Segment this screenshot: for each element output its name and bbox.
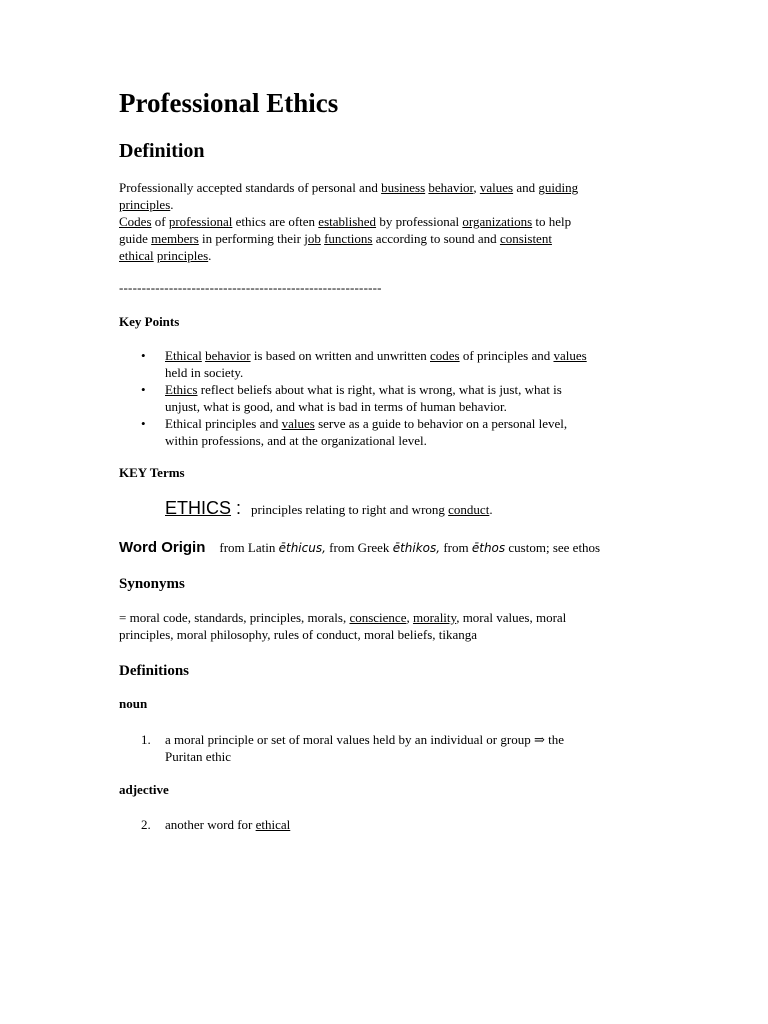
key-terms-heading: KEY Terms (119, 465, 185, 480)
link-consistent[interactable]: consistent (499, 231, 552, 246)
bullet-icon: • (141, 416, 146, 431)
divider-line: ---------------------------------------------------------- (119, 280, 382, 295)
link-members[interactable]: members (151, 231, 199, 246)
link-ethical[interactable]: ethical (119, 248, 154, 263)
definitions-heading: Definitions (119, 663, 190, 679)
link-values-kp[interactable]: values (553, 348, 587, 363)
noun-label: noun (119, 696, 148, 711)
link-business[interactable]: business (381, 180, 426, 195)
link-conduct[interactable]: conduct (448, 502, 490, 517)
key-term-word: ETHICS : (165, 498, 242, 518)
link-principles[interactable]: principles (119, 197, 171, 212)
bullet-icon: • (141, 382, 146, 397)
list-item: 1. a moral principle or set of moral values held by an individual or group ⇒ the Puritan ethic (141, 732, 564, 764)
key-points-list (119, 347, 679, 449)
word-origin-heading: Word Origin (119, 539, 206, 556)
key-term-row (165, 498, 493, 519)
item-number: 2. (141, 817, 151, 832)
synonyms-heading: Synonyms (119, 576, 185, 592)
link-professional[interactable]: professional (168, 214, 233, 229)
link-ethical-kp[interactable]: Ethical (165, 348, 202, 363)
link-codes[interactable]: Codes (119, 214, 152, 229)
link-organizations[interactable]: organizations (462, 214, 533, 229)
link-principles-2[interactable]: principles (156, 248, 209, 263)
definition-heading: Definition (119, 140, 205, 162)
link-values-kp-2[interactable]: values (281, 416, 315, 431)
list-item: • Ethical behavior is based on written and unwritten codes of principles and values held in society. (141, 348, 587, 380)
link-ethics-kp[interactable]: Ethics (165, 382, 198, 397)
bullet-icon: • (141, 348, 146, 363)
adjective-label: adjective (119, 782, 169, 797)
list-item: • Ethical principles and values serve as a guide to behavior on a personal level, within professions, and at the organizational level. (141, 416, 568, 448)
item-number: 1. (141, 732, 151, 747)
link-behavior-kp[interactable]: behavior (205, 348, 251, 363)
link-codes-kp[interactable]: codes (430, 348, 460, 363)
word-origin-row (119, 539, 600, 557)
list-item: • Ethics reflect beliefs about what is right, what is wrong, what is just, what is unjust, what is good, and what is bad in terms of human behavior. (141, 382, 562, 414)
synonyms-paragraph: = moral code, standards, principles, morals, conscience, morality, moral values, moral principles, moral philosophy, rules of conduct, moral beliefs, tikanga (119, 610, 567, 642)
link-established[interactable]: established (318, 214, 377, 229)
link-conscience[interactable]: conscience (349, 610, 407, 625)
link-behavior[interactable]: behavior (428, 180, 474, 195)
link-guiding[interactable]: guiding (538, 180, 579, 195)
word-origin-text: from Latin ēthicus, from Greek ēthikos, from ēthos custom; see ethos (219, 540, 601, 555)
link-ethical-adj[interactable]: ethical (255, 817, 291, 832)
link-functions[interactable]: functions (324, 231, 373, 246)
key-term-definition: principles relating to right and wrong conduct. (251, 502, 493, 517)
link-values[interactable]: values (479, 180, 514, 195)
key-points-heading: Key Points (119, 314, 180, 329)
page-title: Professional Ethics (119, 88, 339, 118)
list-item: 2. another word for ethical (141, 817, 291, 832)
definition-paragraph: Professionally accepted standards of personal and business behavior, values and guiding principles. Codes of professional ethics are often established by professional organizations to help guide members in performing their job functions according to sound and consistent ethical principles. (119, 180, 579, 263)
link-morality[interactable]: morality (412, 610, 457, 625)
link-job[interactable]: job (304, 231, 321, 246)
